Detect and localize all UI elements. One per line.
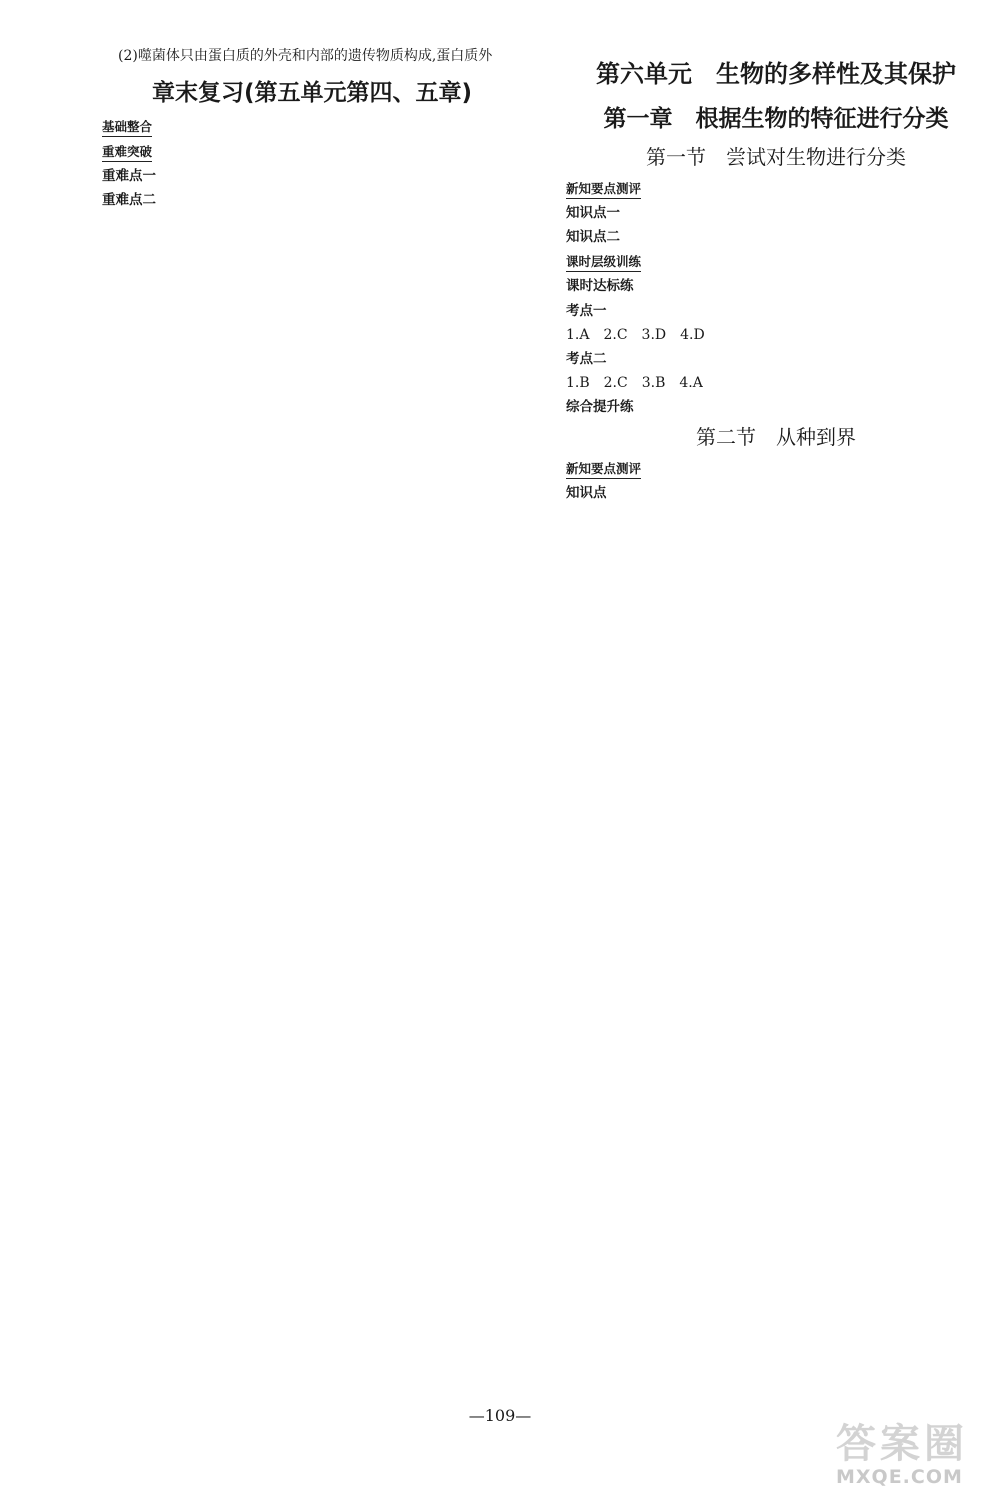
tag-key: 重难突破 [102,143,152,162]
k1-title: 考点一 [566,302,607,319]
watermark-text: 答案圈 [836,1421,968,1467]
comp-title: 综合提升练 [566,399,634,416]
key1-title: 重难点一 [102,168,156,185]
watermark-logo [836,1422,986,1492]
tag-train: 课时层级训练 [566,253,641,272]
kp-title: 知识点 [566,484,607,501]
tag-basic: 基础整合 [102,118,152,137]
left-column [102,44,522,213]
k2-title: 考点二 [566,351,607,368]
right-column [566,44,986,505]
section2-title: 第二节 从种到界 [696,424,856,449]
text-line: (2)噬菌体只由蛋白质的外壳和内部的遗传物质构成,蛋白质外 [118,48,493,64]
key2-title: 重难点二 [102,192,156,209]
kp1-title: 知识点一 [566,205,620,221]
section1-title: 第一节 尝试对生物进行分类 [646,145,906,169]
k2-answer: 1.B 2.C 3.B 4.A [566,375,703,392]
page-number: —109— [468,1406,532,1425]
chapter1-title: 第一章 根据生物的特征进行分类 [603,106,949,132]
k1-answer: 1.A 2.C 3.D 4.D [566,326,705,343]
chapter-review-title: 章末复习(第五单元第四、五章) [151,80,473,107]
watermark-url: MXQE.COM [836,1466,963,1488]
unit-title: 第六单元 生物的多样性及其保护 [596,60,956,88]
tag-new1: 新知要点测评 [566,180,641,199]
practice-title: 课时达标练 [566,278,634,295]
tag-new2: 新知要点测评 [566,460,641,479]
kp2-title: 知识点二 [566,229,620,246]
left-top-block [102,44,522,68]
